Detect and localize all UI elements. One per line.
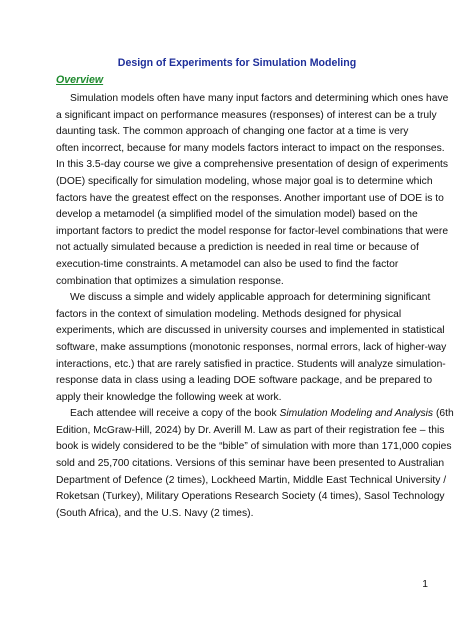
text-line: Department of Defence (2 times), Lockheed Martin, Middle East Technical University / (56, 474, 447, 486)
document-title: Design of Experiments for Simulation Modeling (117, 57, 357, 69)
text-line: response data in class using a leading DOE software package, and be prepared to (56, 375, 433, 387)
paragraph-1 (56, 91, 449, 290)
text-line: (DOE) specifically for simulation modeling, whose major goal is to determine which (56, 175, 433, 187)
book-title: Simulation Modeling and Analysis (279, 408, 434, 420)
text-line: not actually simulated because a prediction is needed in real time or because of (56, 242, 419, 254)
document-body (56, 91, 454, 522)
text-line: experiments, which are discussed in university courses and implemented in statistical (56, 325, 445, 337)
text-line: We discuss a simple and widely applicable approach for determining significant (70, 292, 431, 304)
text-line: factors have the greatest effect on the responses. Another important use of DOE is to (56, 192, 444, 204)
section-heading-overview: Overview (56, 74, 104, 86)
text-line: Roketsan (Turkey), Military Operations Research Society (4 times), Sasol Technology (56, 491, 445, 503)
text-line: a significant impact on performance measures (responses) of interest can be a truly (56, 109, 437, 121)
text-line: interactions, etc.) that are rarely satisfied in practice. Students will analyze simulation- (56, 358, 446, 370)
text-line: combination that optimizes a simulation response. (56, 275, 284, 287)
paragraph-3 (56, 406, 454, 522)
text-run: Each attendee will receive a copy of the book (70, 408, 280, 420)
text-line: Simulation models often have many input factors and determining which ones have (70, 93, 449, 104)
text-line: book is widely considered to be the “bible” of simulation with more than 171,000 copies (56, 441, 452, 453)
text-line: In this 3.5-day course we give a comprehensive presentation of design of experiments (56, 159, 449, 171)
text-line: often incorrect, because for many models factors interact to impact on the responses. (56, 142, 445, 154)
page-number: 1 (422, 579, 428, 590)
text-line: sold and 25,700 citations. Versions of this seminar have been presented to Australian (56, 458, 445, 470)
paragraph-2 (56, 290, 447, 406)
text-line: Edition, McGraw-Hill, 2024) by Dr. Averill M. Law as part of their registration fee – this (56, 424, 445, 436)
text-line: important factors to predict the model response for factor-level combinations that were (56, 225, 449, 237)
text-line: develop a metamodel (a simplified model of the simulation model) based on the (56, 209, 418, 221)
text-line: daunting task. The common approach of changing one factor at a time is very (56, 126, 409, 138)
text-run: (6th (433, 408, 454, 420)
text-line: (South Africa), and the U.S. Navy (2 times). (56, 507, 254, 519)
text-line (56, 406, 454, 423)
text-line: factors in the context of simulation modeling. Methods designed for physical (56, 308, 402, 320)
text-line: software, make assumptions (monotonic responses, normal errors, lack of higher-way (56, 341, 447, 353)
text-line: apply their knowledge the following week at work. (56, 391, 282, 403)
text-line: execution-time constraints. A metamodel can also be used to find the factor (56, 258, 399, 270)
